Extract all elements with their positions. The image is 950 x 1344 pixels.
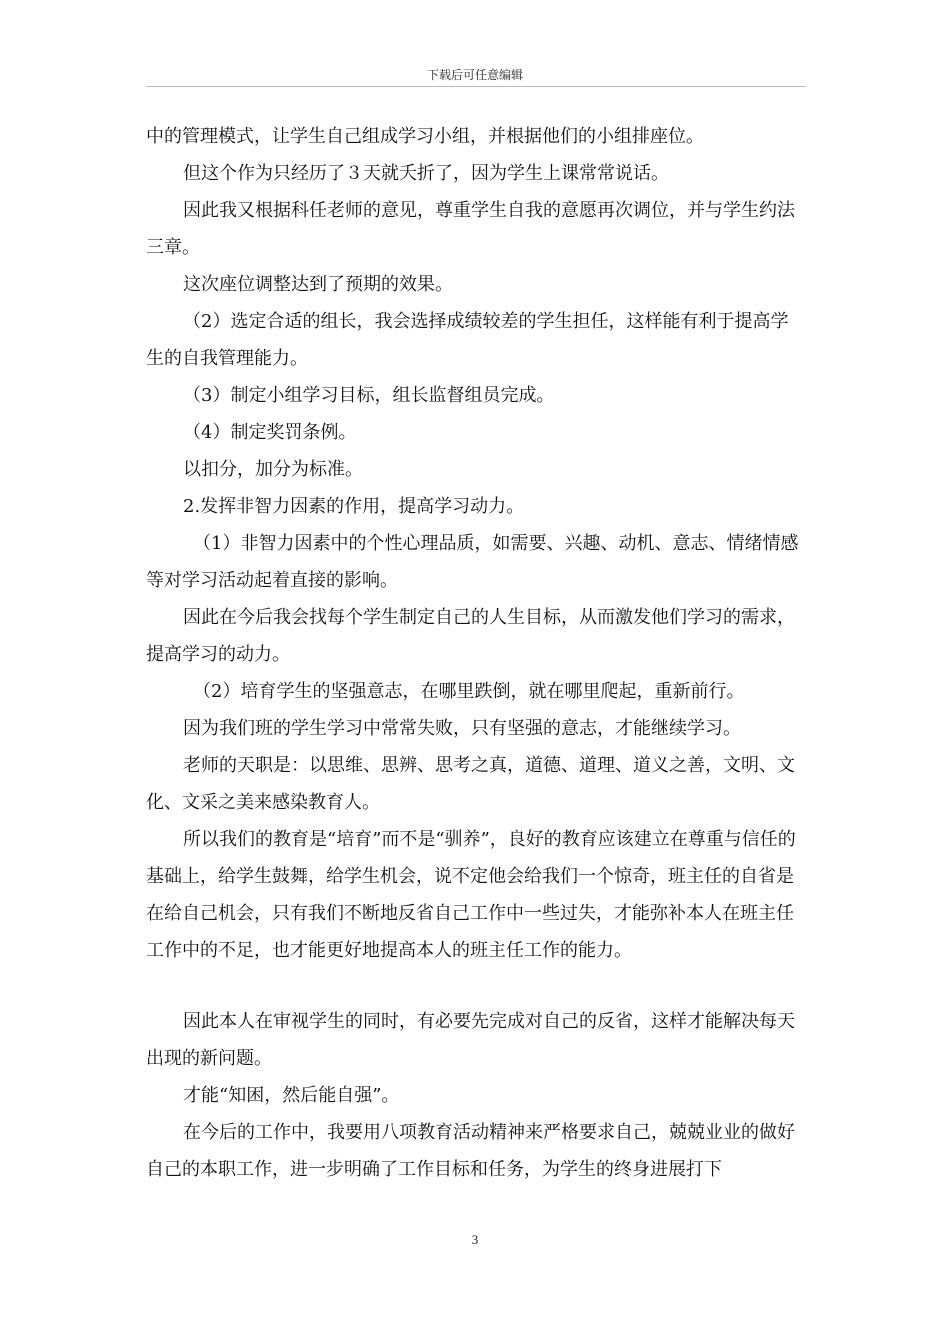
paragraph: 才能“知困，然后能自强”。 xyxy=(183,1085,400,1106)
paragraph: 因此在今后我会找每个学生制定自己的人生目标，从而激发他们学习的需求，提高学习的动力。 xyxy=(146,607,795,665)
paragraph: （4）制定奖罚条例。 xyxy=(183,422,357,443)
paragraph: （1）非智力因素中的个性心理品质，如需要、兴趣、动机、意志、情绪情感等对学习活动起着直接的影响。 xyxy=(146,533,799,591)
paragraph: （3）制定小组学习目标，组长监督组员完成。 xyxy=(183,385,555,406)
page-number: 3 xyxy=(471,1232,479,1247)
paragraph: 所以我们的教育是“培育”而不是“驯养”，良好的教育应该建立在尊重与信任的基础上，给学生鼓舞，给学生机会，说不定他会给我们一个惊奇，班主任的自省是在给自己机会，只有我们不断地反省自己工作中一些过失，才能弥补本人在班主任工作中的不足，也才能更好地提高本人的班主任工作的能力。 xyxy=(146,829,796,961)
paragraph: 2.发挥非智力因素的作用，提高学习动力。 xyxy=(183,496,525,517)
paragraph: 但这个作为只经历了３天就夭折了，因为学生上课常常说话。 xyxy=(183,163,669,184)
paragraph: 这次座位调整达到了预期的效果。 xyxy=(183,274,453,295)
header-divider xyxy=(146,86,806,87)
paragraph: （2）培育学生的坚强意志，在哪里跌倒，就在哪里爬起，重新前行。 xyxy=(193,681,745,702)
paragraph-gap xyxy=(146,969,806,1003)
paragraph: 因此我又根据科任老师的意见，尊重学生自我的意愿再次调位，并与学生约法三章。 xyxy=(146,200,795,258)
paragraph: （2）选定合适的组长，我会选择成绩较差的学生担任，这样能有利于提高学生的自我管理能力。 xyxy=(146,311,789,369)
paragraph: 因为我们班的学生学习中常常失败，只有坚强的意志，才能继续学习。 xyxy=(183,718,741,739)
paragraph: 老师的天职是：以思维、思辨、思考之真，道德、道理、道义之善，文明、文化、文采之美来感染教育人。 xyxy=(146,755,795,813)
paragraph: 中的管理模式，让学生自己组成学习小组，并根据他们的小组排座位。 xyxy=(146,126,704,147)
body-text xyxy=(146,118,806,1188)
page-header: 下载后可任意编辑 xyxy=(426,68,523,82)
paragraph: 因此本人在审视学生的同时，有必要先完成对自己的反省，这样才能解决每天出现的新问题。 xyxy=(146,1011,795,1069)
paragraph: 以扣分，加分为标准。 xyxy=(183,459,363,480)
paragraph: 在今后的工作中，我要用八项教育活动精神来严格要求自己，兢兢业业的做好自己的本职工作，进一步明确了工作目标和任务，为学生的终身进展打下 xyxy=(146,1122,795,1180)
